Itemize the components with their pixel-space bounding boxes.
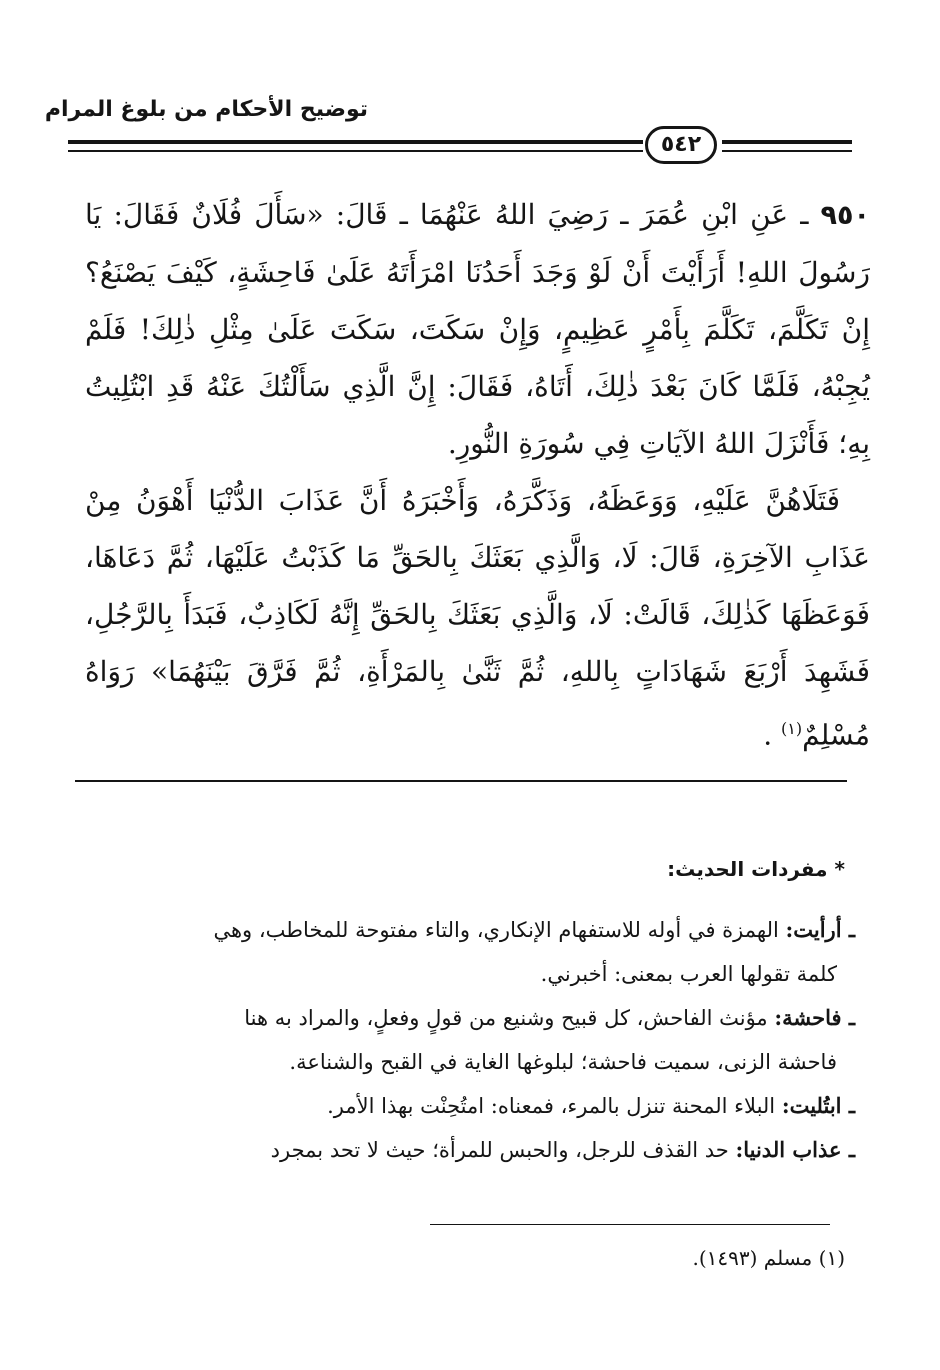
header-rule: [68, 150, 643, 152]
vocab-term: ـ ابتُليت:: [781, 1093, 855, 1118]
header-rule: [722, 150, 852, 152]
hadith-end-mark: .: [763, 718, 773, 752]
vocab-term: ـ عذاب الدنيا:: [735, 1137, 855, 1162]
vocab-list: [75, 908, 855, 1172]
header-rule: [722, 140, 852, 144]
hadith-paragraph-2: [85, 472, 870, 763]
vocab-item: [75, 1084, 855, 1128]
vocab-item: [75, 996, 855, 1084]
vocab-definition: البلاء المحنة تنزل بالمرء، فمعناه: امتُحِنْت بهذا الأمر.: [327, 1094, 776, 1118]
hadith-number: ٩٥٠: [820, 200, 870, 231]
page-number: ٥٤٢: [645, 126, 717, 164]
hadith-text-continued: فَتَلَاهُنَّ عَلَيْهِ، وَوَعَظَهُ، وَذَكَّرَهُ، وَأَخْبَرَهُ أَنَّ عَذَابَ الدُّنْيَا أَهْوَنُ مِنْ عَذَابِ الآخِرَةِ، قَالَ: لَا، وَالَّذِي بَعَثَكَ بِالحَقِّ مَا كَذَبْتُ عَلَيْهَا، ثُمَّ دَعَاهَا، فَوَعَظَهَا كَذٰلِكَ، قَالَتْ: لَا، وَالَّذِي بَعَثَكَ بِالحَقِّ إِنَّهُ لَكَاذِبٌ، فَبَدَأَ بِالرَّجُلِ، فَشَهِدَ أَرْبَعَ شَهَادَاتٍ بِاللهِ، ثُمَّ ثَنَّىٰ بِالمَرْأَةِ، ثُمَّ فَرَّقَ بَيْنَهُمَا» رَوَاهُ مُسْلِمٌ: [85, 484, 870, 752]
vocab-definition-continued: فاحشة الزنى، سميت فاحشة؛ لبلوغها الغاية في القبح والشناعة.: [289, 1050, 837, 1074]
header-rule: [68, 140, 643, 144]
book-title: توضيح الأحكام من بلوغ المرام: [44, 97, 368, 122]
footnote-reference: (١): [781, 719, 803, 738]
vocab-definition: مؤنث الفاحش، كل قبيح وشنيع من قولٍ وفعلٍ، والمراد به هنا: [244, 1006, 768, 1030]
section-divider: [75, 780, 847, 782]
hadith-text: عَنِ ابْنِ عُمَرَ ـ رَضِيَ اللهُ عَنْهُمَا ـ قَالَ: «سَأَلَ فُلَانٌ فَقَالَ: يَا رَسُولَ اللهِ! أَرَأَيْتَ أَنْ لَوْ وَجَدَ أَحَدُنَا امْرَأَتَهُ عَلَىٰ فَاحِشَةٍ، كَيْفَ يَصْنَعُ؟ إِنْ تَكَلَّمَ، تَكَلَّمَ بِأَمْرٍ عَظِيمٍ، وَإِنْ سَكَتَ، سَكَتَ عَلَىٰ مِثْلِ ذٰلِكَ! فَلَمْ يُجِبْهُ، فَلَمَّا كَانَ بَعْدَ ذٰلِكَ، أَتَاهُ، فَقَالَ: إِنَّ الَّذِي سَأَلْتُكَ عَنْهُ قَدِ ابْتُلِيتُ بِهِ؛ فَأَنْزَلَ اللهُ الآيَاتِ فِي سُورَةِ النُّورِ.: [85, 198, 870, 460]
hadith-text-block: [85, 186, 870, 763]
vocab-definition: الهمزة في أوله للاستفهام الإنكاري، والتاء مفتوحة للمخاطب، وهي: [213, 918, 779, 942]
vocab-item: [75, 1128, 855, 1172]
hadith-paragraph-1: ٩٥٠ ـ عَنِ ابْنِ عُمَرَ ـ رَضِيَ اللهُ عَنْهُمَا ـ قَالَ: «سَأَلَ فُلَانٌ فَقَالَ: يَا رَسُولَ اللهِ! أَرَأَيْتَ أَنْ لَوْ وَجَدَ أَحَدُنَا امْرَأَتَهُ عَلَىٰ فَاحِشَةٍ، كَيْفَ يَصْنَعُ؟ إِنْ تَكَلَّمَ، تَكَلَّمَ بِأَمْرٍ عَظِيمٍ، وَإِنْ سَكَتَ، سَكَتَ عَلَىٰ مِثْلِ ذٰلِكَ! فَلَمْ يُجِبْهُ، فَلَمَّا كَانَ بَعْدَ ذٰلِكَ، أَتَاهُ، فَقَالَ: إِنَّ الَّذِي سَأَلْتُكَ عَنْهُ قَدِ ابْتُلِيتُ بِهِ؛ فَأَنْزَلَ اللهُ الآيَاتِ فِي سُورَةِ النُّورِ.: [85, 198, 870, 460]
vocab-term: ـ أرأيت:: [785, 917, 855, 942]
vocab-definition-continued: كلمة تقولها العرب بمعنى: أخبرني.: [540, 962, 837, 986]
footnote-rule: [430, 1224, 830, 1225]
footnote: (١) مسلم (١٤٩٣).: [692, 1246, 845, 1270]
vocab-item: [75, 908, 855, 996]
vocab-term: ـ فاحشة:: [774, 1005, 855, 1030]
vocab-section-title: * مفردات الحديث:: [667, 857, 845, 881]
vocab-definition: حد القذف للرجل، والحبس للمرأة؛ حيث لا تحد بمجرد: [270, 1138, 729, 1162]
